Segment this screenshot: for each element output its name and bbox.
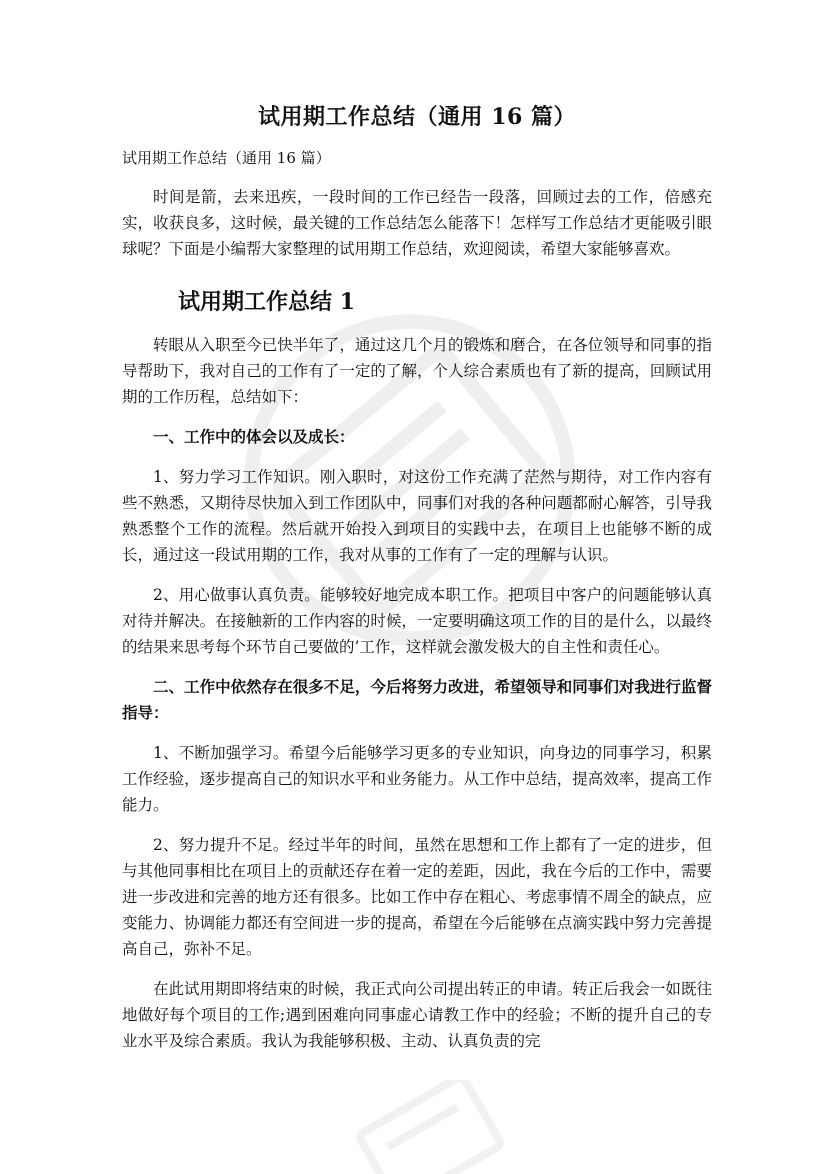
intro-paragraph: 时间是箭，去来迅疾，一段时间的工作已经告一段落，回顾过去的工作，倍感充实，收获良多，这时候，最关键的工作总结怎么能落下！怎样写工作总结才更能吸引眼球呢？下面是小编帮大家整理的试用期工作总结，欢迎阅读，希望大家能够喜欢。 xyxy=(122,188,712,258)
watermark-fragment-icon xyxy=(330,1080,530,1174)
document-subtitle: 试用期工作总结（通用 16 篇） xyxy=(122,149,331,167)
list-item: 1、努力学习工作知识。刚入职时，对这份工作充满了茫然与期待，对工作内容有些不熟悉，又期待尽快加入到工作团队中，同事们对我的各种问题都耐心解答，引导我熟悉整个工作的流程。然后就开始投入到项目的实践中去，在项目上也能够不断的成长，通过这一段试用期的工作，我对从事的工作有了一定的理解与认识。 xyxy=(122,468,712,564)
subheading-growth: 一、工作中的体会以及成长： xyxy=(153,427,355,446)
list-item: 1、不断加强学习。希望今后能够学习更多的专业知识，向身边的同事学习，积累工作经验，逐步提高自己的知识水平和业务能力。从工作中总结，提高效率，提高工作能力。 xyxy=(122,744,712,814)
list-item: 2、努力提升不足。经过半年的时间，虽然在思想和工作上都有了一定的进步，但与其他同事相比在项目上的贡献还存在着一定的差距，因此，我在今后的工作中，需要进一步改进和完善的地方还有很多。比如工作中存在粗心、考虑事情不周全的缺点，应变能力、协调能力都还有空间进一步的提高，希望在今后能够在点滴实践中努力完善提高自己，弥补不足。 xyxy=(122,836,712,958)
closing-paragraph: 在此试用期即将结束的时候，我正式向公司提出转正的申请。转正后我会一如既往地做好每个项目的工作;遇到困难向同事虚心请教工作中的经验；不断的提升自己的专业水平及综合素质。我认为我能够积极、主动、认真负责的完 xyxy=(122,980,712,1050)
list-item: 2、用心做事认真负责。能够较好地完成本职工作。把项目中客户的问题能够认真对待并解决。在接触新的工作内容的时候，一定要明确这项工作的目的是什么，以最终的结果来思考每个环节自己要做的’工作，这样就会激发极大的自主性和责任心。 xyxy=(122,586,712,656)
subheading-shortcomings: 二、工作中依然存在很多不足，今后将努力改进，希望领导和同事们对我进行监督指导： xyxy=(122,677,712,722)
section-heading: 试用期工作总结 1 xyxy=(178,289,355,315)
document-title: 试用期工作总结（通用 16 篇） xyxy=(258,104,576,130)
section-paragraph: 转眼从入职至今已快半年了，通过这几个月的锻炼和磨合，在各位领导和同事的指导帮助下，我对自己的工作有了一定的了解，个人综合素质也有了新的提高，回顾试用期的工作历程，总结如下： xyxy=(122,336,712,406)
document-body xyxy=(122,92,712,1054)
